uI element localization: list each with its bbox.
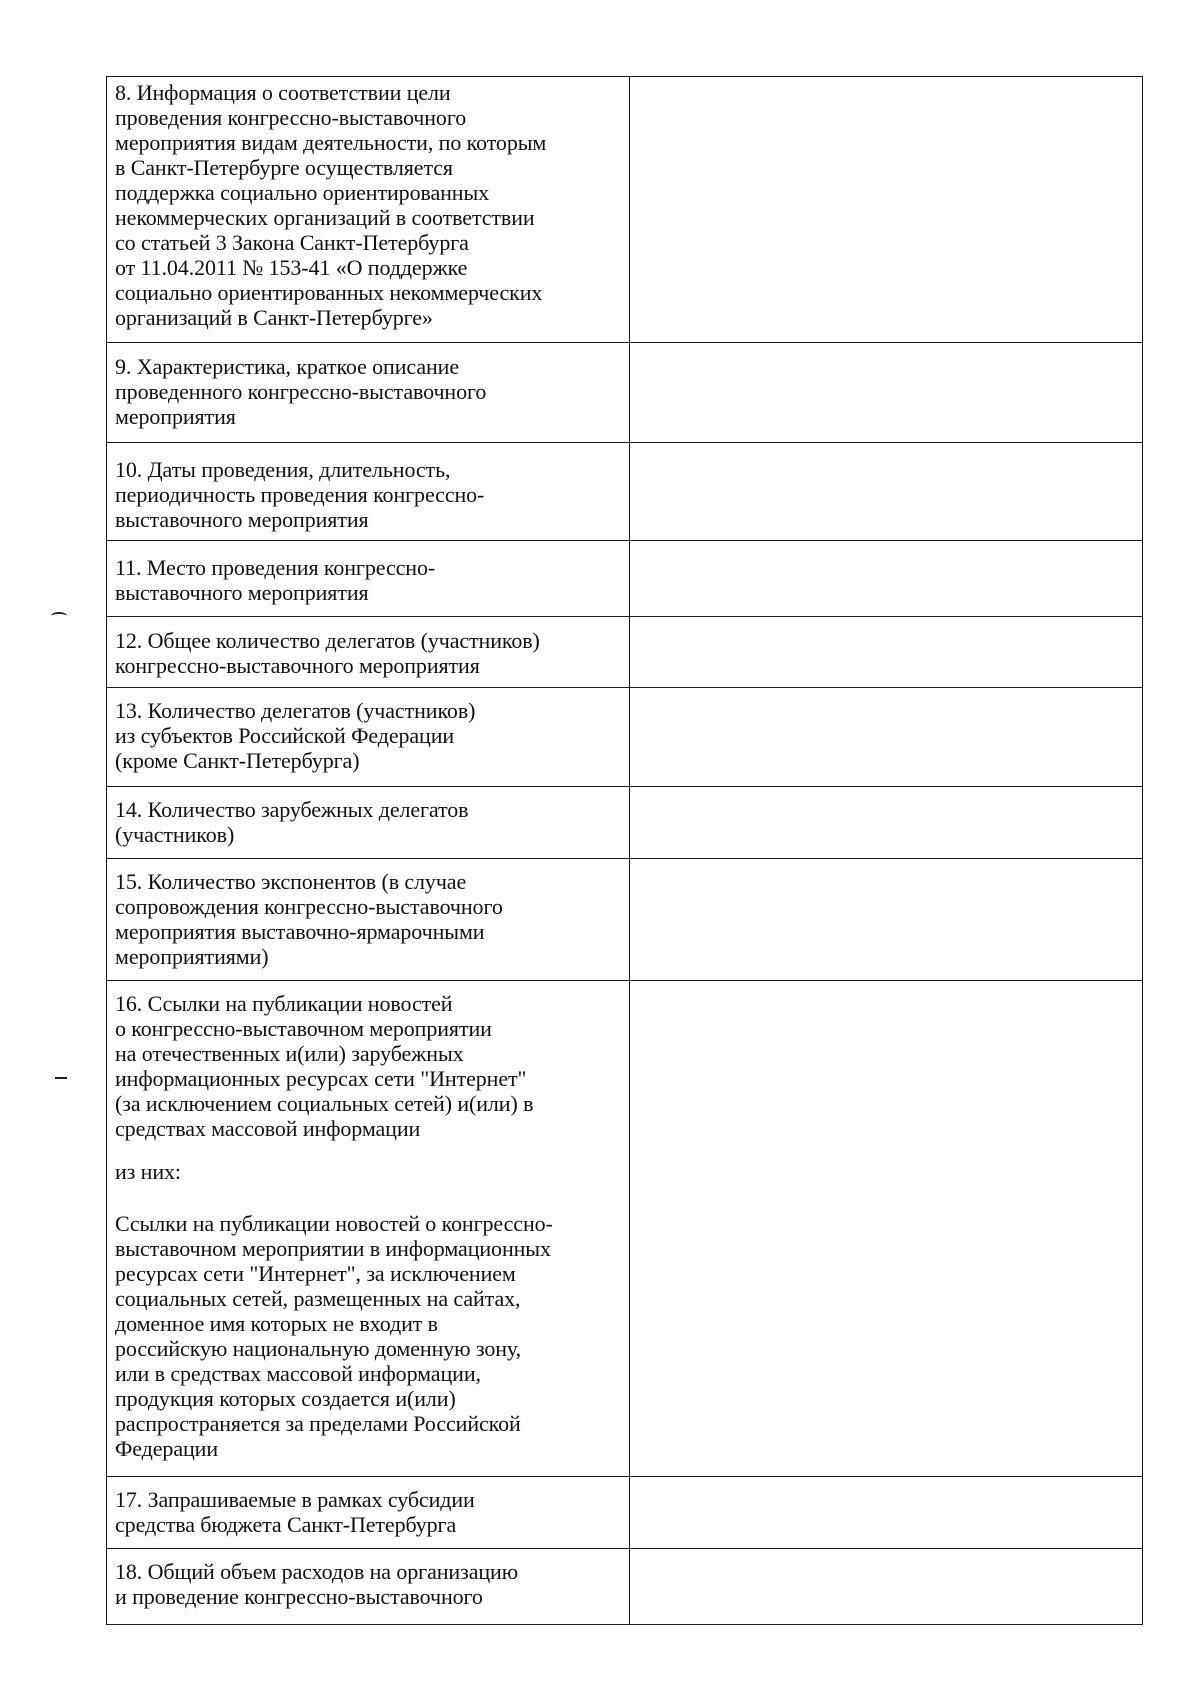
row-label-cell <box>107 343 630 443</box>
row-16-label: 16. Ссылки на публикации новостей о конгрессно-выставочном мероприятии на отечественных и(или) зарубежных информационных ресурсах сети "Интернет" (за исключением социальных сетей) и(или) в средствах массовой информации <box>115 991 534 1141</box>
row-16-sub-label: из них: <box>115 1159 181 1184</box>
table-row <box>107 688 1143 787</box>
row-13-value[interactable] <box>630 688 1143 787</box>
row-12-label: 12. Общее количество делегатов (участников) конгрессно-выставочного мероприятия <box>115 628 540 678</box>
row-10-label: 10. Даты проведения, длительность, периодичность проведения конгрессно- выставочного мероприятия <box>115 457 485 532</box>
row-12-value[interactable] <box>630 617 1143 688</box>
row-16-sub-text: Ссылки на публикации новостей о конгрессно- выставочном мероприятии в информационных ресурсах сети "Интернет", за исключением социальных сетей, размещенных на сайтах, доменное имя которых не входит в российскую национальную доменную зону, или в средствах массовой информации, продукция которых создается и(или) распространяется за пределами Российской Федерации <box>115 1211 553 1461</box>
row-label-cell <box>107 1477 630 1549</box>
row-11-value[interactable] <box>630 541 1143 617</box>
table-row <box>107 77 1143 343</box>
table-row <box>107 787 1143 859</box>
table-row <box>107 541 1143 617</box>
row-9-value[interactable] <box>630 343 1143 443</box>
row-14-value[interactable] <box>630 787 1143 859</box>
row-label-cell <box>107 859 630 981</box>
table-row <box>107 617 1143 688</box>
row-label-cell <box>107 617 630 688</box>
row-15-label: 15. Количество экспонентов (в случае сопровождения конгрессно-выставочного мероприятия выставочно-ярмарочными мероприятиями) <box>115 869 503 969</box>
row-14-label: 14. Количество зарубежных делегатов (участников) <box>115 797 469 847</box>
row-16-value[interactable] <box>630 981 1143 1477</box>
row-13-label: 13. Количество делегатов (участников) из субъектов Российской Федерации (кроме Санкт-Петербурга) <box>115 698 476 773</box>
row-label-cell <box>107 1549 630 1625</box>
table-row <box>107 859 1143 981</box>
table-row <box>107 443 1143 541</box>
row-11-label: 11. Место проведения конгрессно- выставочного мероприятия <box>115 555 436 605</box>
row-17-label: 17. Запрашиваемые в рамках субсидии средства бюджета Санкт-Петербурга <box>115 1487 475 1537</box>
row-10-value[interactable] <box>630 443 1143 541</box>
row-label-cell <box>107 981 630 1477</box>
row-18-label: 18. Общий объем расходов на организацию и проведение конгрессно-выставочного <box>115 1559 519 1609</box>
row-18-value[interactable] <box>630 1549 1143 1625</box>
row-label-cell <box>107 443 630 541</box>
table-row <box>107 1549 1143 1625</box>
row-8-value[interactable] <box>630 77 1143 343</box>
application-form-table <box>106 76 1143 1625</box>
table-row <box>107 981 1143 1477</box>
row-9-label: 9. Характеристика, краткое описание проведенного конгрессно-выставочного мероприятия <box>115 354 487 429</box>
row-15-value[interactable] <box>630 859 1143 981</box>
row-8-label: 8. Информация о соответствии цели проведения конгрессно-выставочного мероприятия видам деятельности, по которым в Санкт-Петербурге осуществляется поддержка социально ориентированных некоммерческих организаций в соответствии со статьей 3 Закона Санкт-Петербурга от 11.04.2011 № 153-41 «О поддержке социально ориентированных некоммерческих организаций в Санкт-Петербурге» <box>115 80 547 330</box>
row-label-cell <box>107 688 630 787</box>
row-label-cell <box>107 787 630 859</box>
margin-mark-bottom <box>55 1077 67 1085</box>
table-row <box>107 1477 1143 1549</box>
row-label-cell <box>107 541 630 617</box>
row-label-cell <box>107 77 630 343</box>
table-row <box>107 343 1143 443</box>
margin-mark-top <box>51 612 67 620</box>
row-17-value[interactable] <box>630 1477 1143 1549</box>
